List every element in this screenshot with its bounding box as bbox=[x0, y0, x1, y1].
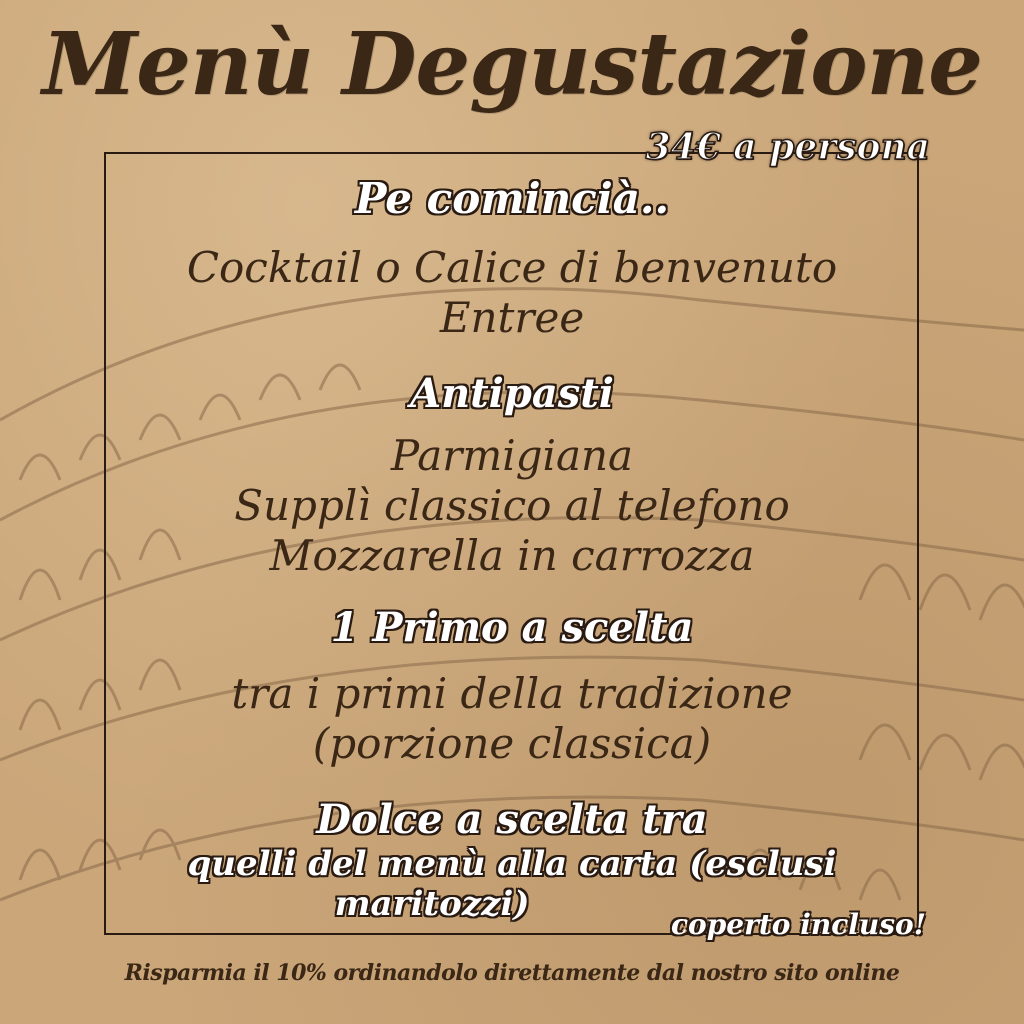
menu-item: Entree bbox=[439, 293, 585, 342]
cover-charge-note: coperto incluso! bbox=[671, 908, 926, 941]
menu-title: Menù Degustazione bbox=[42, 14, 982, 115]
section-heading-starters: Pe comincià.. bbox=[354, 174, 670, 223]
menu-item: Mozzarella in carrozza bbox=[269, 531, 755, 580]
section-heading-primo: 1 Primo a scelta bbox=[330, 604, 694, 651]
dessert-detail: quelli del menù alla carta (esclusi bbox=[187, 844, 837, 884]
section-heading-dolce: Dolce a scelta tra bbox=[316, 796, 708, 843]
menu-item: (porzione classica) bbox=[312, 719, 712, 768]
menu-item: Supplì classico al telefono bbox=[234, 481, 790, 530]
menu-item: Cocktail o Calice di benvenuto bbox=[186, 243, 838, 292]
footer-note: Risparmia il 10% ordinandolo direttamente dal nostro sito online bbox=[124, 960, 900, 986]
dessert-detail: maritozzi) bbox=[334, 884, 530, 924]
price-label: 34€ a persona bbox=[645, 126, 930, 168]
menu-item: tra i primi della tradizione bbox=[231, 669, 793, 718]
section-heading-antipasti: Antipasti bbox=[410, 370, 614, 417]
menu-item: Parmigiana bbox=[390, 431, 634, 480]
